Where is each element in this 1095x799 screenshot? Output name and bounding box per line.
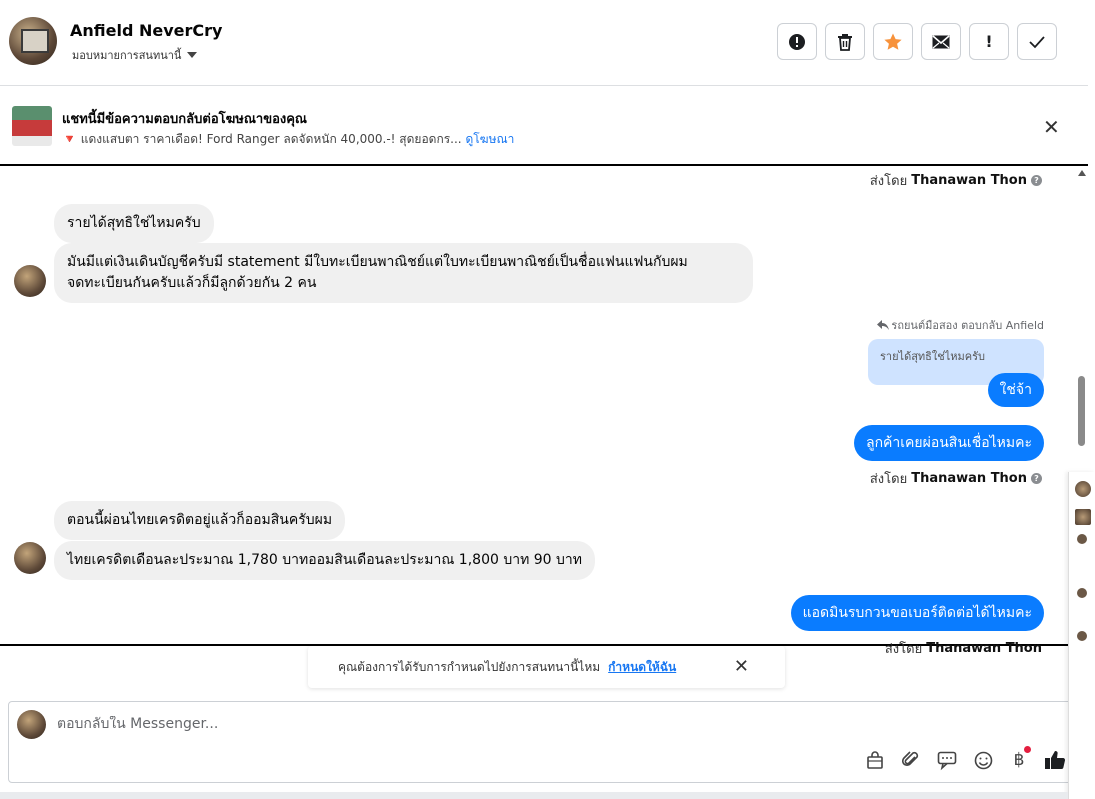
reply-header-text: รถยนต์มือสอง ตอบกลับ Anfield [891, 319, 1044, 332]
sent-by-label [870, 468, 1042, 489]
conversation-toolbar [777, 23, 1057, 60]
contact-name[interactable]: Anfield NeverCry [70, 21, 223, 40]
trash-icon [837, 33, 853, 51]
sent-by-prefix: ส่งโดย [869, 472, 908, 487]
assign-label: มอบหมายการสนทนานี้ [72, 49, 182, 62]
side-avatar[interactable] [1075, 481, 1091, 497]
like-button[interactable] [1043, 748, 1067, 772]
sent-by-label [870, 170, 1042, 191]
side-mini-avatar [1077, 631, 1087, 641]
chevron-down-icon [187, 52, 197, 58]
ad-description-text: 🔻 แดงแสบตา ราคาเดือด! Ford Ranger ลดจัดหนัก 40,000.-! สุดยอดกร... [62, 132, 462, 146]
saved-replies-button[interactable] [935, 748, 959, 772]
reply-composer [8, 701, 1072, 783]
sent-by-name: Thanawan Thon [911, 173, 1027, 188]
baht-icon: ฿ [1013, 750, 1025, 770]
assign-prompt-text: คุณต้องการได้รับการกำหนดไปยังการสนทนานี้ไหม [338, 659, 601, 674]
incoming-message[interactable]: รายได้สุทธิใช่ไหมครับ [54, 204, 214, 243]
close-icon[interactable]: ✕ [1043, 115, 1060, 139]
help-icon[interactable]: ? [1031, 473, 1042, 484]
shopping-bag-icon [866, 751, 884, 769]
sent-by-prefix: ส่งโดย [869, 174, 908, 189]
side-mini-avatar [1077, 534, 1087, 544]
payment-button[interactable] [1007, 748, 1031, 772]
reply-input[interactable] [57, 716, 657, 732]
checkmark-icon [1029, 36, 1045, 48]
star-button[interactable] [873, 23, 913, 60]
reply-arrow-icon [877, 320, 889, 330]
follow-up-button[interactable] [969, 23, 1009, 60]
assign-dropdown[interactable] [72, 46, 197, 64]
thumbs-up-icon [1044, 750, 1066, 770]
sent-by-label [885, 638, 1042, 659]
side-panel-partial [1068, 472, 1095, 799]
view-ad-link[interactable]: ดูโฆษณา [465, 132, 515, 146]
assign-to-me-link[interactable]: กำหนดให้ฉัน [608, 659, 677, 674]
ad-thumbnail[interactable] [12, 106, 52, 146]
notification-dot [1024, 746, 1031, 753]
chat-bubbles-icon [937, 751, 957, 769]
conversation-header [0, 0, 1088, 86]
scroll-thumb[interactable] [1078, 376, 1085, 446]
outgoing-message[interactable]: ลูกค้าเคยผ่อนสินเชื่อไหมคะ [854, 425, 1044, 461]
incoming-message[interactable]: ไทยเครดิตเดือนละประมาณ 1,780 บาทออมสินเดือนละประมาณ 1,800 บาท 90 บาท [54, 541, 595, 580]
composer-tools [863, 748, 1067, 772]
star-icon [883, 32, 903, 52]
contact-avatar[interactable] [9, 17, 57, 65]
mark-spam-button[interactable] [777, 23, 817, 60]
paperclip-icon [902, 751, 920, 769]
incoming-message[interactable] [54, 243, 753, 303]
envelope-icon [932, 35, 950, 49]
outgoing-message[interactable]: ใช่จ้า [988, 373, 1044, 407]
page-avatar [17, 710, 46, 739]
message-line: มันมีแต่เงินเดินบัญชีครับมี statement มีใบทะเบียนพาณิชย์แต่ใบทะเบียนพาณิชย์เป็นชื่อแฟนแฟนกับผม [67, 254, 688, 270]
sender-avatar[interactable] [14, 265, 46, 297]
mark-unread-button[interactable] [921, 23, 961, 60]
reply-header [877, 316, 1044, 334]
sender-avatar[interactable] [14, 542, 46, 574]
delete-button[interactable] [825, 23, 865, 60]
emoji-button[interactable] [971, 748, 995, 772]
quoted-message[interactable]: รายได้สุทธิใช่ไหมครับ [868, 339, 1044, 385]
scroll-up-arrow-icon[interactable] [1078, 170, 1086, 176]
sent-by-name: Thanawan Thon [911, 471, 1027, 486]
message-thread[interactable] [0, 166, 1088, 657]
sent-by-name: Thanawan Thon [926, 641, 1042, 656]
help-icon[interactable]: ? [1031, 175, 1042, 186]
ad-banner-description [62, 130, 514, 149]
shop-button[interactable] [863, 748, 887, 772]
assign-prompt [308, 646, 785, 688]
exclamation-icon: ! [985, 32, 993, 51]
sent-by-prefix: ส่งโดย [884, 642, 923, 657]
mark-done-button[interactable] [1017, 23, 1057, 60]
ad-reply-banner [0, 87, 1088, 166]
side-thumbnail[interactable] [1075, 509, 1091, 525]
ad-banner-title: แชทนี้มีข้อความตอบกลับต่อโฆษณาของคุณ [62, 112, 307, 127]
outgoing-message[interactable]: แอดมินรบกวนขอเบอร์ติดต่อได้ไหมคะ [791, 595, 1044, 631]
page-bottom-strip [0, 792, 1068, 799]
close-icon[interactable]: ✕ [733, 656, 749, 677]
incoming-message[interactable]: ตอนนี้ผ่อนไทยเครดิตอยู่แล้วก็ออมสินครับผม [54, 501, 345, 540]
attach-button[interactable] [899, 748, 923, 772]
alert-circle-icon [788, 33, 806, 51]
side-mini-avatar [1077, 588, 1087, 598]
message-line: จดทะเบียนกันครับแล้วก็มีลูกด้วยกัน 2 คน [67, 275, 317, 291]
smiley-icon [974, 751, 993, 770]
